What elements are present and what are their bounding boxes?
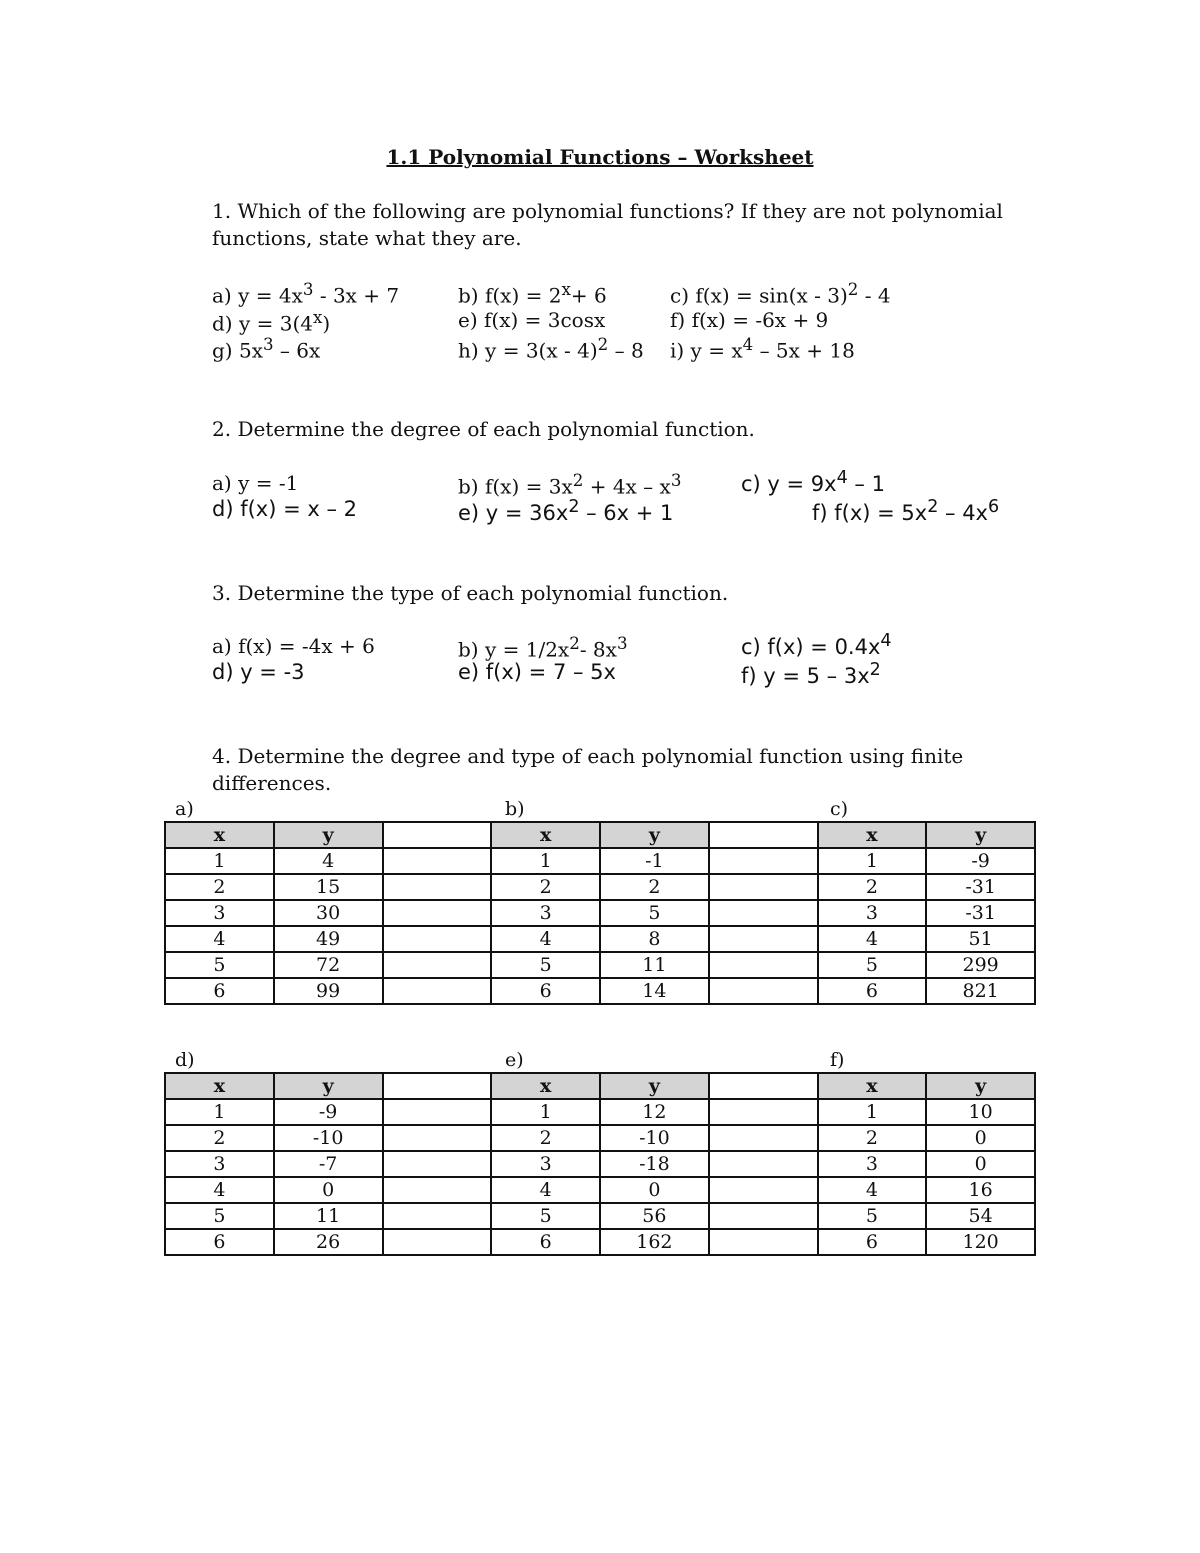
- y-cell: 0: [926, 1125, 1035, 1151]
- table-row: [165, 1151, 1035, 1177]
- table-label-e: e): [505, 1049, 524, 1071]
- blank-cell: [383, 900, 492, 926]
- x-cell: 6: [491, 1229, 600, 1255]
- x-cell: 4: [491, 1177, 600, 1203]
- header-y: y: [926, 1073, 1035, 1099]
- blank-cell: [383, 952, 492, 978]
- x-cell: 4: [165, 926, 274, 952]
- table-row: [165, 848, 1035, 874]
- q4-prompt-line2: differences.: [212, 771, 332, 795]
- x-cell: 5: [818, 952, 927, 978]
- q3-item: d) y = -3: [212, 660, 305, 684]
- x-cell: 3: [818, 1151, 927, 1177]
- q2-item: e) $y = 36x^2 - 6x + 1$: [458, 497, 674, 525]
- blank-cell: [383, 1177, 492, 1203]
- x-cell: 2: [491, 874, 600, 900]
- page-title: 1.1 Polynomial Functions – Worksheet: [386, 145, 814, 169]
- header-x: x: [491, 1073, 600, 1099]
- y-cell: 12: [600, 1099, 709, 1125]
- x-cell: 2: [165, 874, 274, 900]
- blank-cell: [709, 900, 818, 926]
- blank-cell: [383, 1099, 492, 1125]
- y-cell: 821: [926, 978, 1035, 1004]
- blank-cell: [383, 874, 492, 900]
- y-cell: 299: [926, 952, 1035, 978]
- blank-cell: [383, 1073, 492, 1099]
- table-row: [165, 926, 1035, 952]
- header-x: x: [818, 1073, 927, 1099]
- y-cell: 11: [274, 1203, 383, 1229]
- y-cell: -1: [600, 848, 709, 874]
- y-cell: 0: [274, 1177, 383, 1203]
- y-cell: 16: [926, 1177, 1035, 1203]
- q1-item: d) $y = 3(4^x)$: [212, 308, 331, 336]
- y-cell: 120: [926, 1229, 1035, 1255]
- table-label-f: f): [830, 1049, 845, 1071]
- y-cell: 26: [274, 1229, 383, 1255]
- x-cell: 5: [491, 1203, 600, 1229]
- x-cell: 2: [491, 1125, 600, 1151]
- x-cell: 5: [165, 1203, 274, 1229]
- x-cell: 1: [165, 848, 274, 874]
- x-cell: 1: [491, 1099, 600, 1125]
- x-cell: 4: [491, 926, 600, 952]
- x-cell: 6: [165, 1229, 274, 1255]
- table-row: [165, 874, 1035, 900]
- header-x: x: [818, 822, 927, 848]
- blank-cell: [383, 1203, 492, 1229]
- y-cell: 2: [600, 874, 709, 900]
- q3-prompt: 3. Determine the type of each polynomial function.: [212, 581, 729, 605]
- blank-cell: [709, 1099, 818, 1125]
- blank-cell: [383, 978, 492, 1004]
- x-cell: 1: [818, 848, 927, 874]
- y-cell: -31: [926, 900, 1035, 926]
- x-cell: 3: [165, 900, 274, 926]
- x-cell: 1: [491, 848, 600, 874]
- q1-prompt-line2: functions, state what they are.: [212, 226, 522, 250]
- y-cell: 8: [600, 926, 709, 952]
- table-label-c: c): [830, 798, 849, 820]
- table-row: [165, 952, 1035, 978]
- blank-cell: [709, 848, 818, 874]
- q1-item: h) y = 3(x - 4)$^2$ – 8: [458, 335, 644, 363]
- blank-cell: [709, 822, 818, 848]
- y-cell: -10: [274, 1125, 383, 1151]
- table-label-a: a): [175, 798, 194, 820]
- x-cell: 5: [491, 952, 600, 978]
- x-cell: 6: [818, 1229, 927, 1255]
- x-cell: 6: [818, 978, 927, 1004]
- blank-cell: [383, 822, 492, 848]
- x-cell: 2: [818, 1125, 927, 1151]
- header-x: x: [491, 822, 600, 848]
- q3-item: f) $y = 5 - 3x^2$: [741, 660, 881, 688]
- header-x: x: [165, 822, 274, 848]
- table-row: [165, 1099, 1035, 1125]
- x-cell: 3: [818, 900, 927, 926]
- header-y: y: [274, 822, 383, 848]
- blank-cell: [383, 848, 492, 874]
- header-y: y: [600, 822, 709, 848]
- blank-cell: [709, 1203, 818, 1229]
- data-table-top: [164, 821, 1036, 1005]
- x-cell: 3: [491, 1151, 600, 1177]
- q2-item: d) f(x) = x – 2: [212, 497, 357, 521]
- table-row: [165, 900, 1035, 926]
- x-cell: 6: [491, 978, 600, 1004]
- y-cell: 30: [274, 900, 383, 926]
- q3-item: a) f(x) = -4x + 6: [212, 634, 375, 658]
- table-header-row: [165, 822, 1035, 848]
- y-cell: 99: [274, 978, 383, 1004]
- table-row: [165, 978, 1035, 1004]
- blank-cell: [709, 926, 818, 952]
- blank-cell: [709, 978, 818, 1004]
- blank-cell: [383, 1125, 492, 1151]
- blank-cell: [709, 1177, 818, 1203]
- blank-cell: [709, 1073, 818, 1099]
- blank-cell: [709, 1151, 818, 1177]
- y-cell: 11: [600, 952, 709, 978]
- q1-item: f) f(x) = -6x + 9: [670, 308, 829, 332]
- table-label-d: d): [175, 1049, 195, 1071]
- blank-cell: [709, 952, 818, 978]
- y-cell: 49: [274, 926, 383, 952]
- q1-item: i) $y = x^4 - 5x + 18$: [670, 335, 855, 363]
- table-label-b: b): [505, 798, 525, 820]
- header-y: y: [274, 1073, 383, 1099]
- y-cell: -9: [274, 1099, 383, 1125]
- y-cell: -7: [274, 1151, 383, 1177]
- q3-item: b) $y = 1/2x^2-$ $8x^3$: [458, 634, 628, 662]
- blank-cell: [709, 874, 818, 900]
- blank-cell: [709, 1125, 818, 1151]
- q1-item: b) $f(x) = 2^x+ 6$: [458, 280, 607, 308]
- x-cell: 1: [818, 1099, 927, 1125]
- x-cell: 3: [491, 900, 600, 926]
- x-cell: 6: [165, 978, 274, 1004]
- x-cell: 2: [165, 1125, 274, 1151]
- q2-item: c) $y = 9x^4 - 1$: [741, 468, 885, 496]
- x-cell: 5: [818, 1203, 927, 1229]
- blank-cell: [383, 1151, 492, 1177]
- blank-cell: [709, 1229, 818, 1255]
- q1-prompt-line1: 1. Which of the following are polynomial functions? If they are not polynomial: [212, 199, 1003, 223]
- table-row: [165, 1203, 1035, 1229]
- q1-item: c) f(x) = sin(x - 3)$^2$ - 4: [670, 280, 891, 308]
- q2-item: a) y = -1: [212, 471, 299, 495]
- y-cell: 56: [600, 1203, 709, 1229]
- y-cell: 10: [926, 1099, 1035, 1125]
- y-cell: -31: [926, 874, 1035, 900]
- q1-item: e) f(x) = 3cosx: [458, 308, 606, 332]
- x-cell: 5: [165, 952, 274, 978]
- y-cell: 4: [274, 848, 383, 874]
- header-y: y: [926, 822, 1035, 848]
- table-row: [165, 1125, 1035, 1151]
- y-cell: -18: [600, 1151, 709, 1177]
- x-cell: 2: [818, 874, 927, 900]
- q3-item: e) f(x) = 7 – 5x: [458, 660, 616, 684]
- x-cell: 4: [165, 1177, 274, 1203]
- y-cell: 14: [600, 978, 709, 1004]
- y-cell: 0: [600, 1177, 709, 1203]
- x-cell: 3: [165, 1151, 274, 1177]
- q1-item: a) $y = 4x^3 - 3x + 7$: [212, 280, 400, 308]
- y-cell: 15: [274, 874, 383, 900]
- x-cell: 4: [818, 926, 927, 952]
- q1-item: g) $5x^3 - 6x$: [212, 335, 321, 363]
- header-x: x: [165, 1073, 274, 1099]
- q2-item: f) $f(x) = 5x^2 - 4x^6$: [812, 497, 1000, 525]
- q2-prompt: 2. Determine the degree of each polynomial function.: [212, 417, 755, 441]
- table-row: [165, 1177, 1035, 1203]
- y-cell: 162: [600, 1229, 709, 1255]
- y-cell: -9: [926, 848, 1035, 874]
- x-cell: 4: [818, 1177, 927, 1203]
- y-cell: 54: [926, 1203, 1035, 1229]
- table-header-row: [165, 1073, 1035, 1099]
- q3-item: c) $f(x) = 0.4x^4$: [741, 631, 892, 659]
- y-cell: 5: [600, 900, 709, 926]
- table-row: [165, 1229, 1035, 1255]
- data-table-bottom: [164, 1072, 1036, 1256]
- q4-prompt-line1: 4. Determine the degree and type of each polynomial function using finite: [212, 744, 964, 768]
- y-cell: 51: [926, 926, 1035, 952]
- blank-cell: [383, 1229, 492, 1255]
- q2-item: b) $f(x) = 3x^2 + 4x - x^3$: [458, 471, 682, 499]
- header-y: y: [600, 1073, 709, 1099]
- blank-cell: [383, 926, 492, 952]
- x-cell: 1: [165, 1099, 274, 1125]
- y-cell: 72: [274, 952, 383, 978]
- y-cell: -10: [600, 1125, 709, 1151]
- y-cell: 0: [926, 1151, 1035, 1177]
